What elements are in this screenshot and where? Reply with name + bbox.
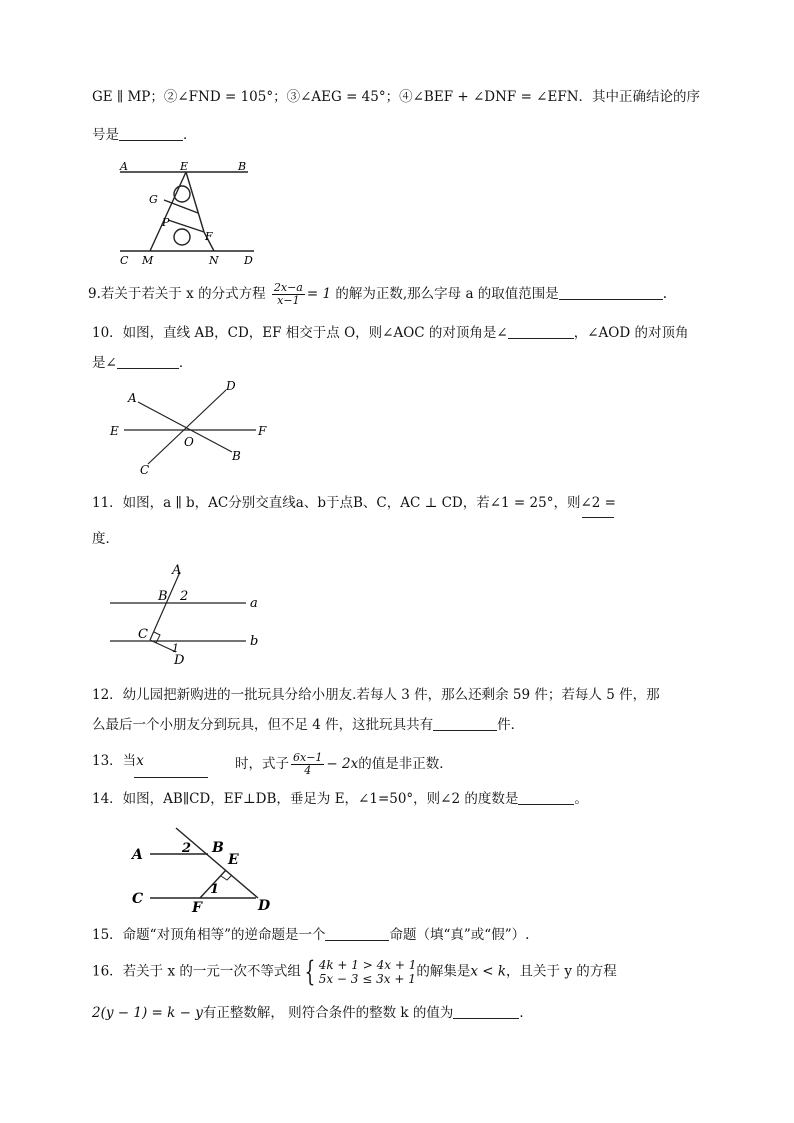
segment-EF: [186, 172, 204, 232]
q11-text: 11．如图，a ∥ b，AC分别交直线a、b于点B、C，AC ⊥ CD，若∠1 = 25°，则∠2 =: [92, 495, 616, 511]
q10-answer-blank-2[interactable]: [117, 354, 179, 369]
q13-answer-blank[interactable]: [134, 763, 208, 778]
label-b: b: [250, 634, 259, 649]
segment-EM: [150, 172, 186, 251]
q11-answer-blank[interactable]: [582, 503, 614, 518]
label-F: F: [205, 230, 213, 243]
q13-text: 13．当: [92, 753, 137, 769]
q9-numerator: 2x−a: [273, 281, 303, 294]
q11-line2: [92, 530, 119, 548]
q9-end: .: [662, 286, 668, 302]
label-A: A: [172, 563, 182, 578]
label-D: D: [174, 653, 185, 668]
q9-answer-blank[interactable]: [559, 285, 663, 300]
q16-brace: {: [304, 955, 316, 988]
q14-line: [92, 790, 588, 808]
angle-circle-lower: [174, 229, 190, 245]
q9-denominator: x−1: [277, 294, 300, 307]
q16-solution-set: x < k: [470, 963, 507, 980]
q10-figure: [108, 378, 278, 478]
q16-ineq-1: 4k + 1 > 4x + 1: [318, 958, 417, 972]
q13-tail: − 2x: [326, 756, 359, 772]
q8-prefix: 号是: [92, 127, 119, 143]
q12-text-2: 么最后一个小朋友分到玩具，但不足 4 件，这批玩具共有: [92, 717, 434, 733]
label-A: A: [132, 847, 143, 863]
q9-line: [88, 282, 667, 307]
label-angle-1: 1: [172, 642, 179, 655]
label-E: E: [228, 852, 239, 868]
q16-text-post: ，且关于 y 的方程: [506, 963, 617, 980]
q9-fraction: [272, 282, 305, 307]
q9-text: 9.若关于若关于 x 的分式方程: [88, 286, 266, 302]
label-P: P: [162, 216, 170, 229]
q12-line2: [92, 716, 524, 734]
label-C: C: [140, 463, 150, 477]
q15-text: 15．命题“对顶角相等”的逆命题是一个: [92, 927, 326, 943]
q16-inequality-system: [301, 955, 417, 988]
q12-line1: [92, 686, 660, 704]
label-A: A: [128, 391, 137, 405]
label-C: C: [132, 891, 144, 907]
label-E: E: [110, 424, 119, 438]
label-F: F: [258, 424, 267, 438]
q13-var-x: x: [136, 753, 144, 769]
q13-text-mid: 时，式子: [235, 756, 289, 772]
q11-unit: 度．: [92, 531, 119, 547]
q10-period: ．: [178, 355, 193, 371]
label-B: B: [212, 840, 224, 856]
q16-line1: [92, 955, 617, 988]
q8-answer-blank[interactable]: [119, 126, 183, 141]
q10-line2: [92, 354, 192, 372]
q16-line2: [92, 1004, 533, 1022]
q10-text: 10．如图，直线 AB，CD，EF 相交于点 O，则∠AOC 的对顶角是∠: [92, 325, 508, 341]
q14-answer-blank[interactable]: [518, 790, 574, 805]
q16-ineq-2: 5x − 3 ≤ 3x + 1: [318, 972, 416, 986]
q10-text-mid: ，∠AOD 的对顶角: [573, 325, 689, 341]
label-N: N: [209, 254, 219, 267]
q14-period: 。: [574, 791, 588, 807]
q13-line-rest: [235, 752, 453, 777]
label-a: a: [250, 596, 258, 611]
q12-text: 12．幼儿园把新购进的一批玩具分给小朋友.若每人 3 件，那么还剩余 59 件；若每人 5 件，那: [92, 687, 660, 703]
q8-figure: [112, 158, 262, 268]
right-angle-mark: [221, 875, 232, 880]
q15-line: [92, 926, 529, 944]
q16-text-2: 有正整数解， 则符合条件的整数 k 的值为: [202, 1005, 454, 1021]
label-C: C: [138, 627, 148, 642]
q14-text: 14．如图，AB∥CD，EF⊥DB，垂足为 E，∠1=50°，则∠2 的度数是: [92, 791, 519, 807]
q16-text: 16．若关于 x 的一元一次不等式组: [92, 963, 301, 980]
line-CD: [148, 390, 226, 464]
label-F: F: [192, 900, 202, 914]
q10-answer-blank-1[interactable]: [508, 324, 574, 339]
q8-line2: [92, 126, 197, 144]
q16-period: ．: [519, 1005, 533, 1021]
q15-answer-blank[interactable]: [325, 926, 389, 941]
q16-equation: 2(y − 1) = k − y: [92, 1005, 203, 1021]
label-C: C: [120, 254, 129, 267]
label-D: D: [258, 898, 271, 914]
q8-period: ．: [183, 127, 197, 143]
q13-denominator: 4: [304, 764, 312, 777]
q15-text-post: 命题（填“真”或“假”）.: [389, 927, 530, 943]
q9-equals: = 1: [306, 286, 332, 302]
q8-text: GE ∥ MP；②∠FND = 105°；③∠AEG = 45°；④∠BEF + ∠DNF = ∠EFN．其中正确结论的序: [92, 89, 701, 105]
q11-line1: [92, 494, 616, 512]
q11-figure: [104, 560, 274, 670]
q10-line1: [92, 324, 688, 342]
label-B: B: [238, 160, 247, 173]
label-G: G: [149, 193, 158, 206]
label-O: O: [184, 435, 194, 449]
label-angle-2: 2: [180, 589, 189, 604]
label-angle-2: 2: [182, 841, 192, 856]
line-AC: [150, 572, 180, 640]
label-A: A: [120, 160, 128, 173]
label-D: D: [244, 254, 253, 267]
label-B: B: [232, 449, 241, 463]
q13-numerator: 6x−1: [293, 751, 323, 764]
q12-unit: 件．: [497, 717, 525, 733]
q13-fraction: [291, 752, 324, 777]
q12-answer-blank[interactable]: [433, 716, 497, 731]
q9-text-post: 的解为正数,那么字母 a 的取值范围是: [335, 286, 559, 302]
q16-text-mid: 的解集是: [416, 963, 471, 980]
label-E: E: [180, 160, 189, 173]
label-M: M: [142, 254, 154, 267]
q8-line1: [92, 88, 700, 106]
label-D: D: [226, 379, 236, 393]
label-angle-1: 1: [210, 882, 220, 897]
q13-text-post: 的值是非正数．: [358, 756, 453, 772]
q10-text-2: 是∠: [92, 355, 117, 371]
q14-figure: [128, 822, 288, 914]
q16-answer-blank[interactable]: [453, 1004, 519, 1019]
label-B: B: [158, 589, 168, 604]
